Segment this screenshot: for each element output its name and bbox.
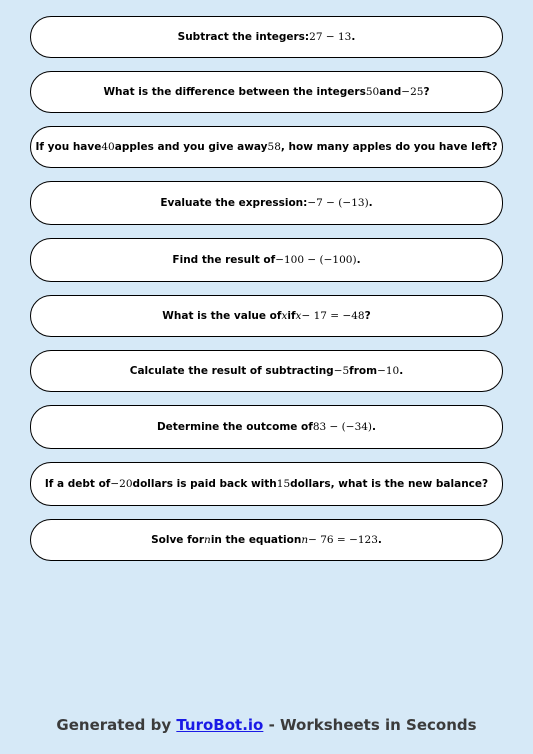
question-6: What is the value of x if x − 17 = −48 ? [30,295,503,337]
math-expression: 58 [267,141,281,153]
turobot-link[interactable]: TuroBot.io [176,716,264,734]
question-4: Evaluate the expression: −7 − (−13) . [30,181,503,225]
question-9: If a debt of −20 dollars is paid back with 15 dollars, what is the new balance? [30,462,503,506]
footer-prefix: Generated by [56,716,177,734]
math-expression: −100 − (−100) [275,254,357,266]
math-expression: − 76 = −123 [308,534,378,546]
question-list [30,16,503,574]
math-expression: −10 [377,365,400,377]
question-5: Find the result of −100 − (−100) . [30,238,503,282]
math-expression: −20 [110,478,133,490]
math-expression: 27 − 13 [309,31,352,43]
math-expression: 15 [276,478,291,490]
question-1: Subtract the integers: 27 − 13 . [30,16,503,58]
math-variable: x [295,310,302,322]
math-variable: n [301,534,309,546]
math-expression: 50 [365,86,380,98]
math-variable: n [204,534,211,546]
math-expression: −25 [401,86,424,98]
math-expression: − 17 = −48 [301,310,365,322]
question-8: Determine the outcome of 83 − (−34) . [30,405,503,449]
math-expression: −7 − (−13) [307,197,369,209]
question-3: If you have 40 apples and you give away 58 , how many apples do you have left? [30,126,503,168]
footer [0,716,533,734]
question-10: Solve for n in the equation n − 76 = −123 . [30,519,503,561]
math-expression: 40 [101,141,115,153]
math-expression: 83 − (−34) [312,421,373,433]
footer-suffix: - Worksheets in Seconds [263,716,477,734]
question-2: What is the difference between the integers 50 and −25 ? [30,71,503,113]
math-variable: x [281,310,288,322]
question-7: Calculate the result of subtracting −5 from −10 . [30,350,503,392]
math-expression: −5 [333,365,350,377]
